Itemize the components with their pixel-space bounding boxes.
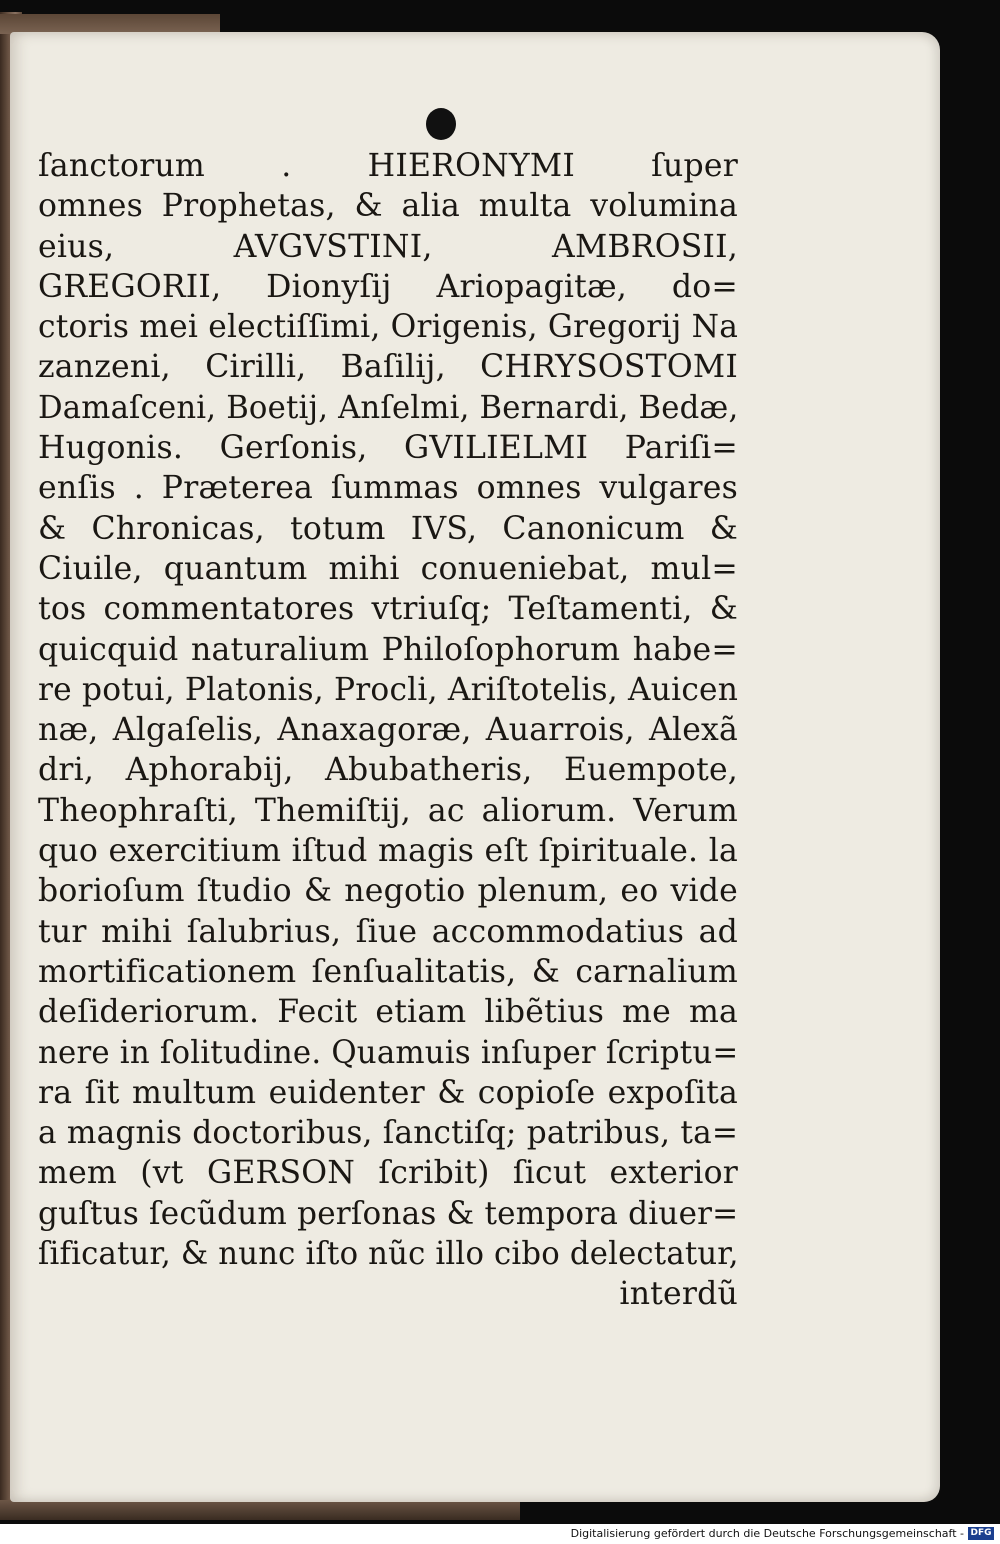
catchword: interdũ [619,1276,738,1313]
text-line: & Chronicas, totum IVS, Canonicum & [38,510,738,547]
ornament-dot [426,108,456,140]
text-line: omnes Prophetas, & alia multa volumina [38,188,738,225]
text-line: Damaſceni, Boetij, Anſelmi, Bernardi, Bedæ, [38,389,739,426]
text-line: ſanctorum . HIERONYMI ſuper [38,148,738,184]
text-line: mortificationem ſenſualitatis, & carnalium [38,953,738,990]
text-line: nere in ſolitudine. Quamuis inſuper ſcriptu= [38,1034,739,1071]
page-text [38,146,738,1315]
text-line: quicquid naturalium Philoſophorum habe= [38,631,738,668]
text-line: ra ſit multum euidenter & copioſe expoſita [38,1074,738,1111]
text-line: enſis . Præterea ſummas omnes vulgares [38,470,738,507]
text-line: zanzeni, Cirilli, Baſilij, CHRYSOSTOMI [38,349,738,386]
text-line: mem (vt GERSON ſcribit) ſicut exterior [38,1155,738,1192]
text-line: tos commentatores vtriuſq; Teſtamenti, & [38,591,738,628]
text-line: borioſum ſtudio & negotio plenum, eo vide [38,873,738,910]
text-line: guſtus ſecũdum perſonas & tempora diuer= [38,1195,739,1232]
text-line: eius, AVGVSTINI, AMBROSII, [38,228,738,265]
dfg-logo-icon: DFG [968,1527,994,1540]
text-line: re potui, Platonis, Procli, Ariſtotelis, Auicen [38,671,739,708]
text-line: quo exercitium iſtud magis eſt ſpirituale. la [38,833,738,870]
text-line: deſideriorum. Fecit etiam libẽtius me ma [38,994,738,1031]
text-line: tur mihi ſalubrius, ſiue accommodatius ad [38,913,738,950]
text-line: a magnis doctoribus, ſanctiſq; patribus, ta= [38,1115,739,1152]
funding-credit: Digitalisierung gefördert durch die Deutsche Forschungsgemeinschaft - [570,1527,964,1540]
text-line: ſificatur, & nunc iſto nũc illo cibo delectatur, [38,1236,739,1273]
footer-bar [0,1524,1000,1544]
text-line: ctoris mei electiſſimi, Origenis, Gregorij Na [38,309,739,346]
text-line: næ, Algaſelis, Anaxagoræ, Auarrois, Alexã [38,712,738,749]
text-line: GREGORII, Dionyſij Ariopagitæ, do= [38,268,738,305]
page-edge-top [0,14,220,34]
text-line: dri, Aphorabij, Abubatheris, Euempote, [38,752,738,789]
page-edge-bottom [0,1500,520,1520]
text-line: Theophraſti, Themiſtij, ac aliorum. Verum [38,792,738,829]
text-line: Hugonis. Gerſonis, GVILIELMI Pariſi= [38,430,738,467]
text-line: Ciuile, quantum mihi conueniebat, mul= [38,550,738,587]
